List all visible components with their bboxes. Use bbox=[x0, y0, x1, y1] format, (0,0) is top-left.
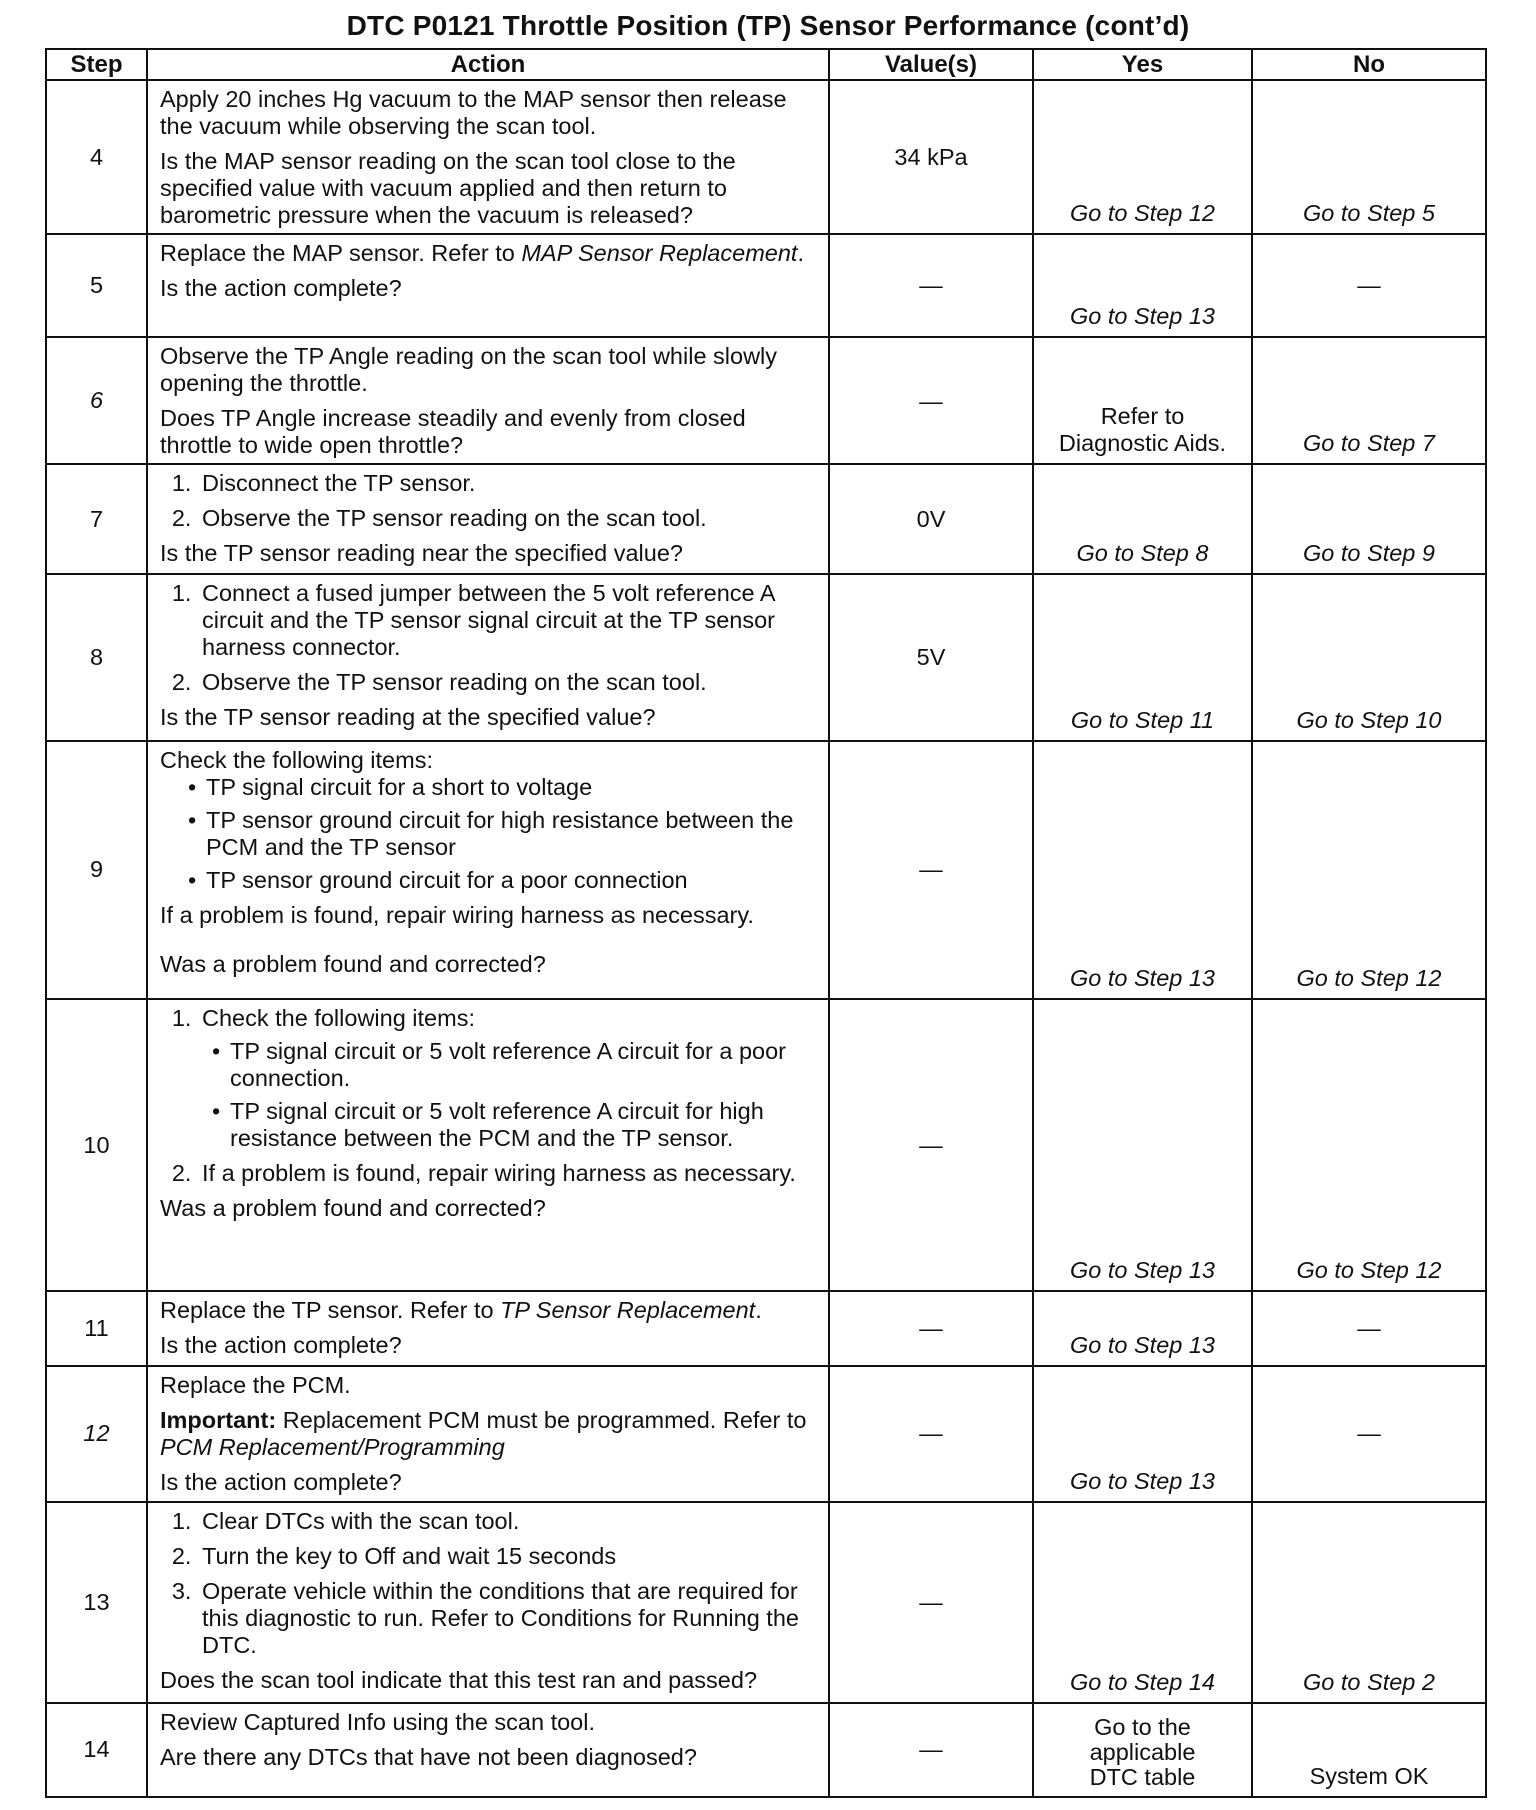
no-goto: Go to Step 7 bbox=[1303, 430, 1435, 457]
action-cell bbox=[147, 999, 829, 1292]
no-goto: Go to Step 12 bbox=[1296, 1257, 1442, 1284]
yes-goto: Go to Step 8 bbox=[1076, 540, 1209, 567]
action-cell bbox=[147, 234, 829, 336]
yes-goto: Go to Step 13 bbox=[1069, 1257, 1216, 1284]
yes-goto: Go to Step 13 bbox=[1069, 302, 1216, 329]
action-steps bbox=[160, 1005, 820, 1187]
action-steps bbox=[160, 470, 820, 532]
yes-cell bbox=[1033, 1703, 1252, 1797]
step-number: 10 bbox=[46, 999, 147, 1292]
step-number: 9 bbox=[46, 741, 147, 999]
no-cell bbox=[1252, 574, 1486, 740]
yes-cell bbox=[1033, 741, 1252, 999]
value-cell: — bbox=[829, 337, 1033, 464]
list-item: 1. Clear DTCs with the scan tool. bbox=[198, 1508, 820, 1535]
no-goto: Go to Step 5 bbox=[1303, 200, 1435, 227]
step-number: 13 bbox=[46, 1502, 147, 1703]
value-cell: — bbox=[829, 1291, 1033, 1365]
yes-cell bbox=[1033, 1291, 1252, 1365]
yes-goto: Go to Step 12 bbox=[1069, 200, 1216, 227]
action-note: If a problem is found, repair wiring harness as necessary. bbox=[160, 901, 754, 928]
action-question: Is the action complete? bbox=[160, 1468, 402, 1495]
header-yes: Yes bbox=[1033, 49, 1252, 80]
list-item: 2. Turn the key to Off and wait 15 seconds bbox=[198, 1543, 820, 1570]
table-row bbox=[46, 1703, 1486, 1797]
header-step: Step bbox=[46, 49, 147, 80]
action-cell bbox=[147, 1291, 829, 1365]
yes-cell bbox=[1033, 1502, 1252, 1703]
action-text: Observe the TP Angle reading on the scan tool while slowly opening the throttle. bbox=[160, 342, 778, 396]
action-cell bbox=[147, 337, 829, 464]
action-cell bbox=[147, 574, 829, 740]
value-cell: 0V bbox=[829, 464, 1033, 574]
list-item: • TP signal circuit for a short to voltage bbox=[190, 774, 820, 801]
list-item: 1. Disconnect the TP sensor. bbox=[198, 470, 820, 497]
action-cell bbox=[147, 1366, 829, 1502]
yes-line: Go to the bbox=[1094, 1714, 1191, 1740]
no-cell: — bbox=[1252, 1366, 1486, 1502]
list-item: 2. If a problem is found, repair wiring harness as necessary. bbox=[198, 1160, 820, 1187]
value-cell: — bbox=[829, 1502, 1033, 1703]
action-cell bbox=[147, 1703, 829, 1797]
yes-line: applicable bbox=[1089, 1739, 1196, 1765]
diagnostic-table bbox=[45, 48, 1487, 1798]
no-goto: Go to Step 2 bbox=[1303, 1668, 1435, 1695]
action-question: Is the MAP sensor reading on the scan tool close to the specified value with vacuum applied and then return to barometric pressure when the vacuum is released? bbox=[160, 148, 736, 228]
action-cell bbox=[147, 1502, 829, 1703]
no-cell bbox=[1252, 80, 1486, 234]
action-question: Was a problem found and corrected? bbox=[160, 1194, 546, 1221]
no-goto: Go to Step 12 bbox=[1296, 964, 1442, 991]
yes-cell bbox=[1033, 337, 1252, 464]
table-row bbox=[46, 80, 1486, 234]
no-cell bbox=[1252, 999, 1486, 1292]
bullet-list bbox=[160, 774, 820, 894]
yes-line: Diagnostic Aids. bbox=[1058, 430, 1227, 457]
step-number: 12 bbox=[46, 1366, 147, 1502]
action-question: Is the action complete? bbox=[160, 1332, 402, 1359]
action-text: Replace the PCM. bbox=[160, 1371, 351, 1398]
list-item: • TP signal circuit or 5 volt reference A circuit for high resistance between the PCM and the TP sensor. bbox=[214, 1098, 820, 1152]
reference-link: MAP Sensor Replacement bbox=[521, 240, 798, 267]
value-cell: 5V bbox=[829, 574, 1033, 740]
list-item: 1. Check the following items: • TP signal circuit or 5 volt reference A circuit for a poor connection. • TP signal circuit or 5 volt reference A circuit for high resistance between the PCM and the TP sensor. bbox=[198, 1005, 820, 1152]
table-row bbox=[46, 464, 1486, 574]
table-row bbox=[46, 234, 1486, 336]
yes-goto: Go to Step 13 bbox=[1069, 964, 1216, 991]
list-item: 3. Operate vehicle within the conditions that are required for this diagnostic to run. Refer to Conditions for Running the DTC. bbox=[198, 1578, 820, 1659]
list-item: • TP sensor ground circuit for high resistance between the PCM and the TP sensor bbox=[190, 807, 820, 861]
action-text: Check the following items: bbox=[160, 746, 433, 773]
no-cell bbox=[1252, 741, 1486, 999]
action-question: Was a problem found and corrected? bbox=[160, 950, 546, 977]
action-question: Is the TP sensor reading near the specified value? bbox=[160, 540, 683, 567]
step-number: 11 bbox=[46, 1291, 147, 1365]
value-cell: — bbox=[829, 234, 1033, 336]
table-row bbox=[46, 337, 1486, 464]
action-text: Apply 20 inches Hg vacuum to the MAP sensor then release the vacuum while observing the scan tool. bbox=[160, 86, 787, 139]
table-row bbox=[46, 1366, 1486, 1502]
yes-goto: Go to Step 14 bbox=[1069, 1668, 1216, 1695]
header-action: Action bbox=[147, 49, 829, 80]
action-question: Is the action complete? bbox=[160, 275, 402, 302]
yes-goto: Go to Step 11 bbox=[1070, 706, 1215, 733]
list-item: • TP sensor ground circuit for a poor connection bbox=[190, 867, 820, 894]
action-text: Replace the TP sensor. Refer to TP Sensor Replacement. bbox=[160, 1297, 762, 1324]
header-no: No bbox=[1252, 49, 1486, 80]
action-question: Is the TP sensor reading at the specified value? bbox=[160, 704, 656, 731]
action-question: Does TP Angle increase steadily and evenly from closed throttle to wide open throttle? bbox=[160, 404, 746, 458]
action-cell bbox=[147, 741, 829, 999]
yes-cell bbox=[1033, 464, 1252, 574]
table-row bbox=[46, 1291, 1486, 1365]
list-item: 2. Observe the TP sensor reading on the scan tool. bbox=[198, 669, 820, 696]
list-item: 2. Observe the TP sensor reading on the scan tool. bbox=[198, 505, 820, 532]
important-note: Important: Replacement PCM must be programmed. Refer to PCM Replacement/Programming bbox=[160, 1406, 807, 1460]
yes-line: Refer to bbox=[1100, 403, 1185, 430]
value-cell: 34 kPa bbox=[829, 80, 1033, 234]
table-row bbox=[46, 1502, 1486, 1703]
reference-link: TP Sensor Replacement bbox=[500, 1297, 756, 1324]
step-number: 5 bbox=[46, 234, 147, 336]
table-row bbox=[46, 574, 1486, 740]
no-goto: Go to Step 9 bbox=[1303, 540, 1435, 567]
table-row bbox=[46, 999, 1486, 1292]
no-goto: Go to Step 10 bbox=[1296, 706, 1442, 733]
no-cell bbox=[1252, 1502, 1486, 1703]
step-number: 6 bbox=[46, 337, 147, 464]
yes-cell bbox=[1033, 574, 1252, 740]
yes-goto: Go to Step 13 bbox=[1069, 1468, 1216, 1495]
value-cell: — bbox=[829, 1366, 1033, 1502]
step-number: 7 bbox=[46, 464, 147, 574]
yes-cell bbox=[1033, 999, 1252, 1292]
action-cell bbox=[147, 464, 829, 574]
important-label: Important: bbox=[160, 1406, 277, 1433]
list-item: • TP signal circuit or 5 volt reference A circuit for a poor connection. bbox=[214, 1038, 820, 1092]
yes-cell bbox=[1033, 1366, 1252, 1502]
value-cell: — bbox=[829, 999, 1033, 1292]
value-cell: — bbox=[829, 1703, 1033, 1797]
yes-line: DTC table bbox=[1089, 1764, 1196, 1790]
yes-cell bbox=[1033, 234, 1252, 336]
action-text: Review Captured Info using the scan tool. bbox=[160, 1708, 596, 1735]
action-cell bbox=[147, 80, 829, 234]
header-values: Value(s) bbox=[829, 49, 1033, 80]
reference-link: PCM Replacement/Programming bbox=[160, 1433, 505, 1460]
value-cell: — bbox=[829, 741, 1033, 999]
action-text: Replace the MAP sensor. Refer to MAP Sensor Replacement. bbox=[160, 240, 804, 267]
yes-cell bbox=[1033, 80, 1252, 234]
step-number: 4 bbox=[46, 80, 147, 234]
bullet-list bbox=[202, 1038, 820, 1152]
no-cell bbox=[1252, 337, 1486, 464]
list-item: 1. Connect a fused jumper between the 5 volt reference A circuit and the TP sensor signal circuit at the TP sensor harness connector. bbox=[198, 580, 820, 661]
action-question: Does the scan tool indicate that this test ran and passed? bbox=[160, 1667, 758, 1694]
step-number: 8 bbox=[46, 574, 147, 740]
action-steps bbox=[160, 580, 820, 696]
no-cell: System OK bbox=[1252, 1703, 1486, 1797]
action-steps bbox=[160, 1508, 820, 1659]
page-title: DTC P0121 Throttle Position (TP) Sensor Performance (cont’d) bbox=[346, 10, 1190, 41]
header-row bbox=[46, 49, 1486, 80]
yes-goto: Go to Step 13 bbox=[1069, 1331, 1216, 1358]
no-cell: — bbox=[1252, 234, 1486, 336]
table-row bbox=[46, 741, 1486, 999]
step-number: 14 bbox=[46, 1703, 147, 1797]
no-cell: — bbox=[1252, 1291, 1486, 1365]
action-question: Are there any DTCs that have not been diagnosed? bbox=[160, 1743, 697, 1770]
no-cell bbox=[1252, 464, 1486, 574]
